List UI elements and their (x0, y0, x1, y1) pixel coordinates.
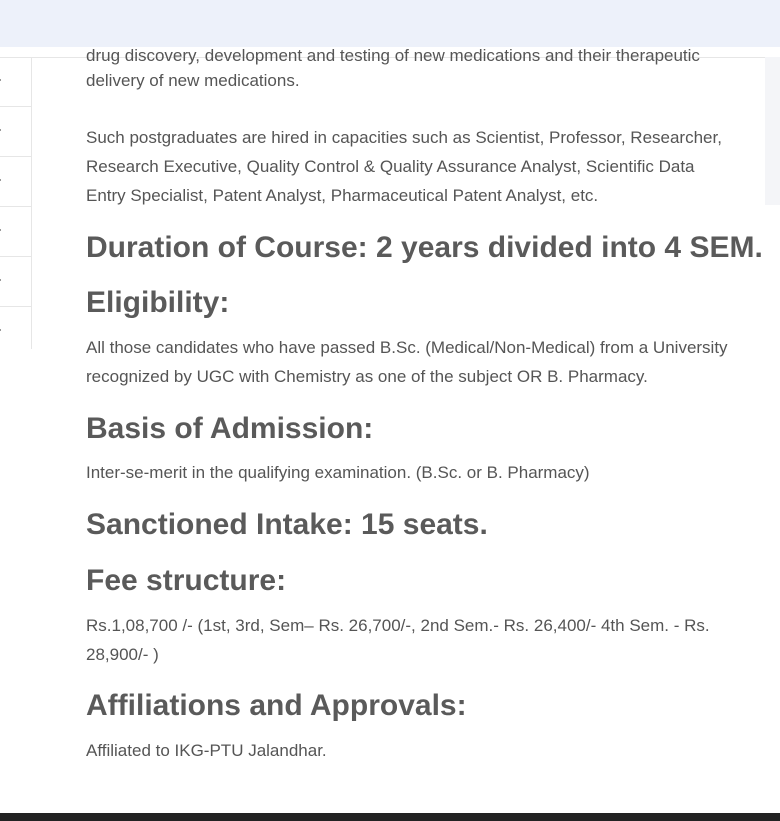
sidebar-item[interactable] (0, 307, 31, 356)
intake-heading: Sanctioned Intake: 15 seats. (86, 508, 488, 541)
admission-text: Inter-se-merit in the qualifying examination. (B.Sc. or B. Pharmacy) (86, 463, 590, 482)
affiliation-text: Affiliated to IKG-PTU Jalandhar. (86, 741, 327, 760)
sidebar-item[interactable] (0, 157, 31, 207)
footer-bar (0, 813, 780, 821)
sidebar-menu (0, 57, 32, 349)
duration-heading: Duration of Course: 2 years divided into 4 SEM. (86, 231, 763, 264)
bullet-icon (0, 179, 1, 181)
affiliation-heading: Affiliations and Approvals: (86, 689, 467, 722)
fee-text: Rs.1,08,700 /- (1st, 3rd, Sem– Rs. 26,700/-, 2nd Sem.- Rs. 26,400/- 4th Sem. - Rs. 28,900/- ) (86, 616, 710, 664)
bullet-icon (0, 279, 1, 281)
sidebar-item[interactable] (0, 207, 31, 257)
eligibility-text: All those candidates who have passed B.Sc. (Medical/Non-Medical) from a University recognized by UGC with Chemistry as one of the subject OR B. Pharmacy. (86, 338, 728, 386)
paragraph-tail: delivery of new medications. (86, 71, 300, 90)
bullet-icon (0, 79, 1, 81)
fee-heading: Fee structure: (86, 564, 287, 597)
top-header-bar (0, 0, 780, 47)
admission-heading: Basis of Admission: (86, 412, 374, 445)
clipped-text-line: drug discovery, development and testing of new medications and their therapeutic (86, 46, 700, 65)
eligibility-heading: Eligibility: (86, 286, 230, 319)
scrollbar[interactable] (765, 57, 780, 205)
sidebar-item[interactable] (0, 57, 31, 107)
bullet-icon (0, 229, 1, 231)
sidebar-item[interactable] (0, 107, 31, 157)
bullet-icon (0, 129, 1, 131)
sidebar-item[interactable] (0, 257, 31, 307)
careers-paragraph: Such postgraduates are hired in capacities such as Scientist, Professor, Researcher, Research Executive, Quality Control & Quality Assurance Analyst, Scientific Data Entry Specialist, Patent Analyst, Pharmaceutical Patent Analyst, etc. (86, 128, 722, 205)
bullet-icon (0, 329, 1, 331)
